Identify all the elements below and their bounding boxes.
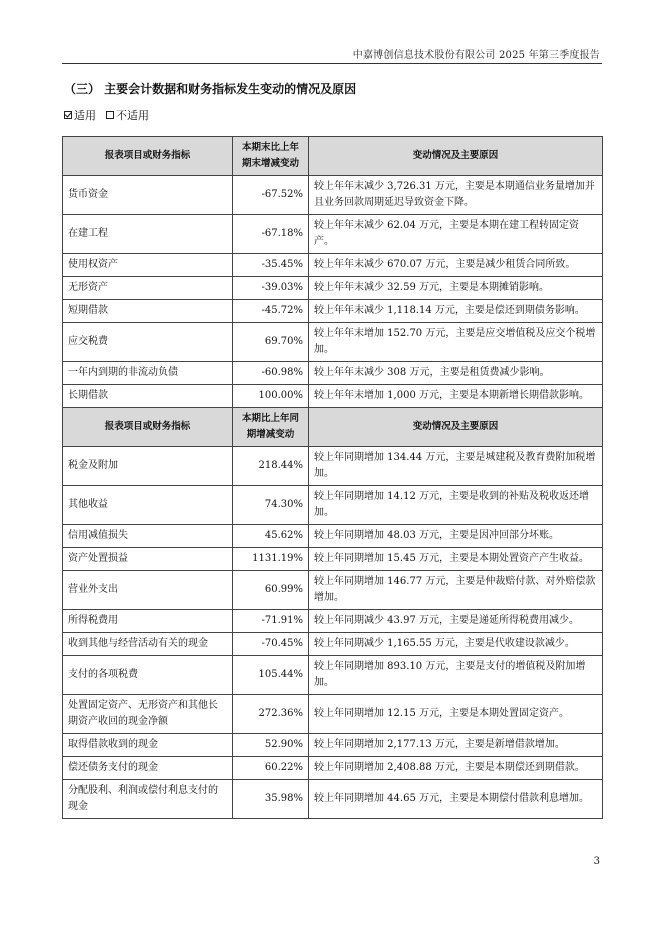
row-change-percent: 45.62% <box>233 525 309 548</box>
row-change-percent: 100.00% <box>233 385 309 408</box>
table-row <box>63 548 603 571</box>
table-row <box>63 277 603 300</box>
table-row <box>63 176 603 215</box>
row-change-reason: 较上年同期增加 2,177.13 万元，主要是新增借款增加。 <box>309 734 603 757</box>
row-item-name: 支付的各项税费 <box>63 656 233 695</box>
row-change-percent: 35.98% <box>233 780 309 819</box>
row-change-reason: 较上年同期减少 1,165.55 万元，主要是代收建设款减少。 <box>309 633 603 656</box>
row-change-percent: -71.91% <box>233 610 309 633</box>
column-header: 变动情况及主要原因 <box>309 137 603 176</box>
row-item-name: 税金及附加 <box>63 447 233 486</box>
row-change-percent: -45.72% <box>233 300 309 323</box>
row-change-reason: 较上年年末增加 1,000 万元，主要是本期新增长期借款影响。 <box>309 385 603 408</box>
table-row <box>63 323 603 362</box>
row-change-reason: 较上年年末减少 32.59 万元，主要是本期摊销影响。 <box>309 277 603 300</box>
row-change-reason: 较上年年末减少 670.07 万元，主要是减少租赁合同所致。 <box>309 254 603 277</box>
row-item-name: 信用减值损失 <box>63 525 233 548</box>
table-row <box>63 525 603 548</box>
row-change-reason: 较上年同期增加 48.03 万元，主要是因冲回部分坏账。 <box>309 525 603 548</box>
header-divider <box>62 63 602 64</box>
row-change-reason: 较上年同期增加 14.12 万元，主要是收到的补贴及税收返还增加。 <box>309 486 603 525</box>
row-change-percent: 272.36% <box>233 695 309 734</box>
column-header: 本期末比上年期末增减变动 <box>233 137 309 176</box>
table-row <box>63 571 603 610</box>
row-change-percent: 1131.19% <box>233 548 309 571</box>
column-header: 报表项目或财务指标 <box>63 408 233 447</box>
row-change-reason: 较上年同期增加 2,408.88 万元，主要是本期偿还到期借款。 <box>309 757 603 780</box>
row-change-reason: 较上年年末增加 152.70 万元，主要是应交增值税及应交个税增加。 <box>309 323 603 362</box>
table-row <box>63 385 603 408</box>
row-item-name: 取得借款收到的现金 <box>63 734 233 757</box>
table-row <box>63 486 603 525</box>
table-header-row <box>63 137 603 176</box>
not-applicable-option[interactable] <box>106 107 149 123</box>
table-row <box>63 300 603 323</box>
row-item-name: 偿还债务支付的现金 <box>63 757 233 780</box>
page-number: 3 <box>593 856 600 867</box>
row-item-name: 短期借款 <box>63 300 233 323</box>
table-row <box>63 734 603 757</box>
row-change-percent: -39.03% <box>233 277 309 300</box>
row-item-name: 资产处置损益 <box>63 548 233 571</box>
table-row <box>63 362 603 385</box>
row-change-percent: 60.99% <box>233 571 309 610</box>
row-change-percent: -67.52% <box>233 176 309 215</box>
unchecked-box-icon <box>106 111 114 119</box>
row-item-name: 货币资金 <box>63 176 233 215</box>
row-change-reason: 较上年同期增加 44.65 万元，主要是本期偿付借款利息增加。 <box>309 780 603 819</box>
row-item-name: 所得税费用 <box>63 610 233 633</box>
financial-changes-table <box>62 136 603 819</box>
row-item-name: 收到其他与经营活动有关的现金 <box>63 633 233 656</box>
row-change-percent: 60.22% <box>233 757 309 780</box>
row-change-percent: -35.45% <box>233 254 309 277</box>
column-header: 本期比上年同期增减变动 <box>233 408 309 447</box>
row-change-percent: -67.18% <box>233 215 309 254</box>
row-change-reason: 较上年同期增加 15.45 万元，主要是本期处置资产产生收益。 <box>309 548 603 571</box>
table-row <box>63 780 603 819</box>
applicability-options <box>64 107 159 123</box>
row-change-reason: 较上年同期减少 43.97 万元，主要是递延所得税费用减少。 <box>309 610 603 633</box>
row-item-name: 营业外支出 <box>63 571 233 610</box>
row-change-percent: 74.30% <box>233 486 309 525</box>
row-item-name: 处置固定资产、无形资产和其他长期资产收回的现金净额 <box>63 695 233 734</box>
row-item-name: 应交税费 <box>63 323 233 362</box>
table-row <box>63 695 603 734</box>
row-change-reason: 较上年年末减少 62.04 万元，主要是本期在建工程转固定资产。 <box>309 215 603 254</box>
checked-box-icon <box>64 111 72 119</box>
row-item-name: 其他收益 <box>63 486 233 525</box>
row-change-reason: 较上年年末减少 308 万元，主要是租赁费减少影响。 <box>309 362 603 385</box>
row-change-reason: 较上年年末减少 3,726.31 万元，主要是本期通信业务量增加并且业务回款周期延迟导致资金下降。 <box>309 176 603 215</box>
table-row <box>63 656 603 695</box>
row-item-name: 分配股利、利润或偿付利息支付的现金 <box>63 780 233 819</box>
column-header: 变动情况及主要原因 <box>309 408 603 447</box>
table-row <box>63 633 603 656</box>
table-row <box>63 447 603 486</box>
row-item-name: 使用权资产 <box>63 254 233 277</box>
table-row <box>63 610 603 633</box>
row-item-name: 在建工程 <box>63 215 233 254</box>
applicable-label: 适用 <box>74 109 96 122</box>
row-change-reason: 较上年同期增加 146.77 万元，主要是仲裁赔付款、对外赔偿款增加。 <box>309 571 603 610</box>
row-change-reason: 较上年同期增加 134.44 万元，主要是城建税及教育费附加税增加。 <box>309 447 603 486</box>
section-title: （三） 主要会计数据和财务指标发生变动的情况及原因 <box>64 82 357 96</box>
row-item-name: 一年内到期的非流动负债 <box>63 362 233 385</box>
row-change-percent: -60.98% <box>233 362 309 385</box>
row-item-name: 长期借款 <box>63 385 233 408</box>
row-item-name: 无形资产 <box>63 277 233 300</box>
row-change-percent: 52.90% <box>233 734 309 757</box>
row-change-reason: 较上年年末减少 1,118.14 万元，主要是偿还到期债务影响。 <box>309 300 603 323</box>
report-header: 中嘉博创信息技术股份有限公司 2025 年第三季度报告 <box>352 50 600 61</box>
table-row <box>63 757 603 780</box>
applicable-option[interactable] <box>64 107 96 123</box>
row-change-reason: 较上年同期增加 12.15 万元，主要是本期处置固定资产。 <box>309 695 603 734</box>
row-change-percent: -70.45% <box>233 633 309 656</box>
table-row <box>63 215 603 254</box>
table-header-row <box>63 408 603 447</box>
table-row <box>63 254 603 277</box>
column-header: 报表项目或财务指标 <box>63 137 233 176</box>
row-change-reason: 较上年同期增加 893.10 万元，主要是支付的增值税及附加增加。 <box>309 656 603 695</box>
row-change-percent: 218.44% <box>233 447 309 486</box>
row-change-percent: 69.70% <box>233 323 309 362</box>
not-applicable-label: 不适用 <box>116 109 149 122</box>
row-change-percent: 105.44% <box>233 656 309 695</box>
